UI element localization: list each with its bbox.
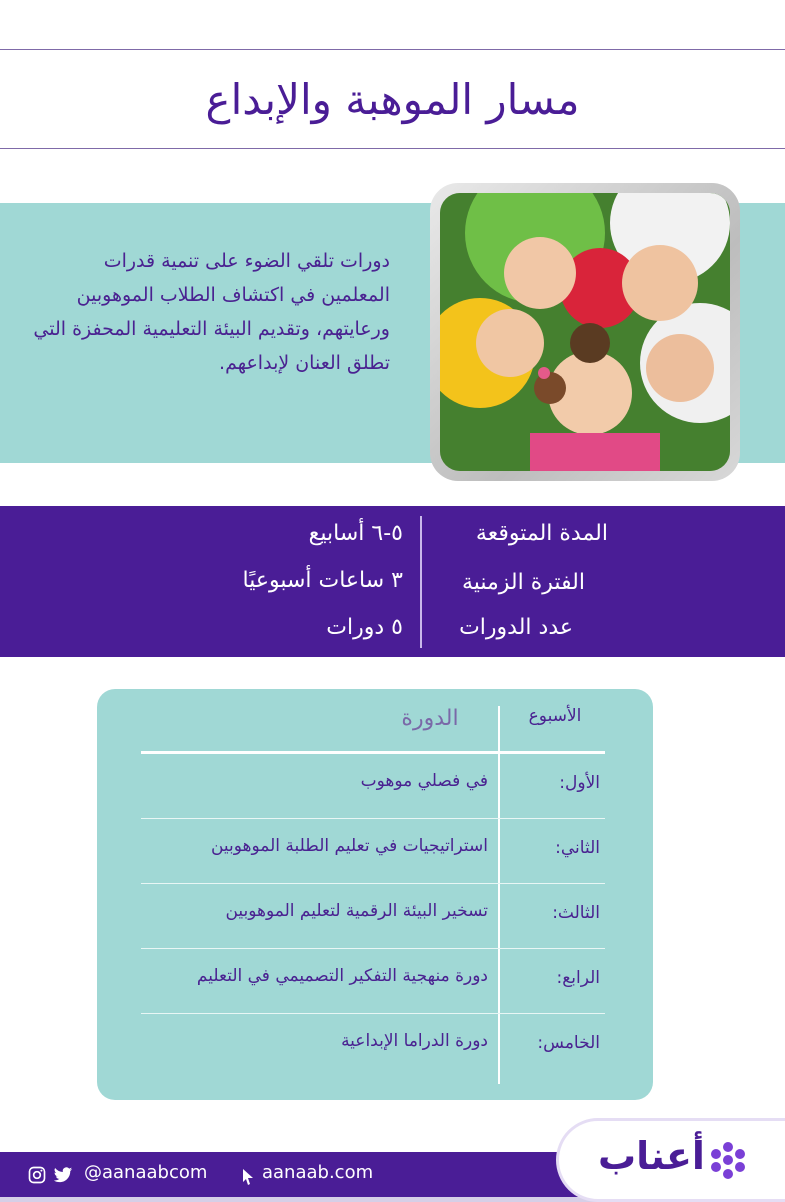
course-cell: دورة الدراما الإبداعية (341, 1031, 488, 1051)
column-separator (498, 706, 500, 1084)
photo-frame (430, 183, 740, 481)
course-cell: في فصلي موهوب (360, 771, 488, 791)
course-cell: استراتيجيات في تعليم الطلبة الموهوبين (210, 836, 488, 856)
instagram-icon[interactable] (27, 1165, 47, 1185)
children-photo (440, 193, 730, 471)
logo-mark-icon (708, 1140, 748, 1180)
social-handle[interactable]: @aanaabcom (84, 1162, 208, 1183)
period-value: ٣ ساعات أسبوعيًا (242, 568, 403, 593)
page-title: مسار الموهبة والإبداع (205, 74, 580, 124)
duration-value: ٥-٦ أسابيع (308, 521, 403, 546)
title-band (0, 49, 785, 149)
twitter-icon[interactable] (53, 1165, 73, 1185)
brand-logo-text: أعناب (598, 1134, 705, 1178)
course-cell: دورة منهجية التفكير التصميمي في التعليم (196, 966, 488, 986)
info-divider (420, 516, 422, 648)
week-cell: الرابع: (556, 968, 600, 988)
count-value: ٥ دورات (326, 615, 403, 640)
row-divider (141, 818, 605, 819)
week-cell: الثاني: (555, 838, 600, 858)
header-rule (141, 751, 605, 754)
week-cell: الثالث: (552, 903, 600, 923)
week-cell: الأول: (559, 773, 600, 793)
row-divider (141, 883, 605, 884)
week-cell: الخامس: (537, 1033, 600, 1053)
row-divider (141, 948, 605, 949)
header-course: الدورة (401, 706, 459, 731)
row-divider (141, 1013, 605, 1014)
period-label: الفترة الزمنية (461, 570, 585, 595)
cursor-icon (241, 1168, 255, 1186)
intro-text: دورات تلقي الضوء على تنمية قدرات المعلمين في اكتشاف الطلاب الموهوبين ورعايتهم، وتقديم البيئة التعليمية المحفزة التي تطلق العنان لإبداعهم. (33, 250, 390, 374)
duration-label: المدة المتوقعة (475, 521, 608, 546)
count-label: عدد الدورات (459, 615, 573, 640)
course-cell: تسخير البيئة الرقمية لتعليم الموهوبين (225, 901, 488, 921)
header-week: الأسبوع (528, 706, 582, 726)
website-link[interactable]: aanaab.com (262, 1162, 374, 1183)
